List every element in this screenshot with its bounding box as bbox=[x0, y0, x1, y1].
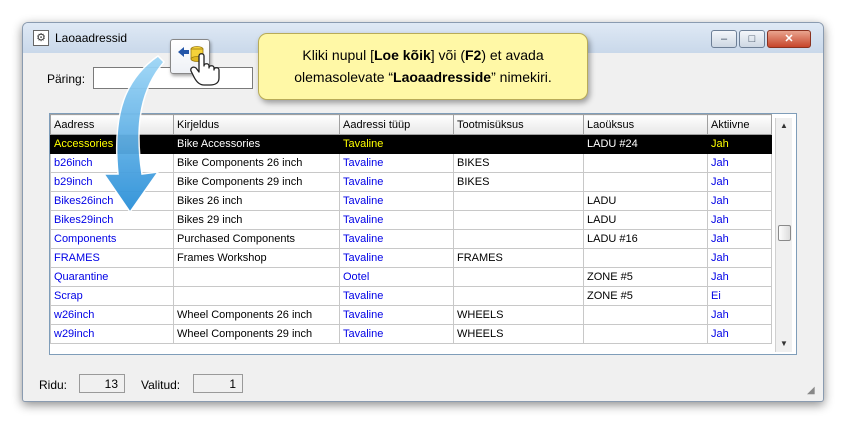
cell-production-unit[interactable] bbox=[454, 230, 584, 249]
cell-description[interactable]: Wheel Components 29 inch bbox=[174, 325, 340, 344]
cell-address[interactable]: Quarantine bbox=[51, 268, 174, 287]
scroll-up-icon[interactable]: ▲ bbox=[780, 121, 788, 130]
cell-production-unit[interactable] bbox=[454, 211, 584, 230]
cell-description[interactable] bbox=[174, 268, 340, 287]
callout-line-2 bbox=[259, 66, 587, 88]
cell-description[interactable] bbox=[174, 287, 340, 306]
column-header-description[interactable]: Kirjeldus bbox=[174, 115, 340, 135]
cell-active[interactable]: Jah bbox=[708, 325, 772, 344]
rows-label: Ridu: bbox=[39, 378, 68, 392]
cell-production-unit[interactable] bbox=[454, 135, 584, 154]
cell-description[interactable]: Wheel Components 26 inch bbox=[174, 306, 340, 325]
table-row[interactable] bbox=[51, 287, 772, 306]
cell-active[interactable]: Jah bbox=[708, 230, 772, 249]
cell-address[interactable]: b26inch bbox=[51, 154, 174, 173]
maximize-button[interactable]: □ bbox=[739, 30, 765, 48]
cell-address-type[interactable]: Tavaline bbox=[340, 306, 454, 325]
close-button[interactable]: ✕ bbox=[767, 30, 811, 48]
cell-address[interactable]: Bikes26inch bbox=[51, 192, 174, 211]
minimize-button[interactable]: – bbox=[711, 30, 737, 48]
table-row[interactable] bbox=[51, 325, 772, 344]
cell-address-type[interactable]: Tavaline bbox=[340, 154, 454, 173]
cell-production-unit[interactable]: WHEELS bbox=[454, 306, 584, 325]
cell-production-unit[interactable] bbox=[454, 268, 584, 287]
callout-text-3: ) et avada bbox=[481, 47, 544, 63]
load-all-button[interactable] bbox=[170, 39, 210, 74]
callout-bold-f2: F2 bbox=[465, 47, 482, 63]
cell-production-unit[interactable]: BIKES bbox=[454, 154, 584, 173]
cell-warehouse-unit[interactable]: LADU #24 bbox=[584, 135, 708, 154]
cell-warehouse-unit[interactable] bbox=[584, 154, 708, 173]
cell-description[interactable]: Frames Workshop bbox=[174, 249, 340, 268]
callout-text-1: Kliki nupul [ bbox=[302, 47, 374, 63]
cell-production-unit[interactable] bbox=[454, 192, 584, 211]
table-row[interactable] bbox=[51, 306, 772, 325]
cell-production-unit[interactable]: FRAMES bbox=[454, 249, 584, 268]
cell-address[interactable]: Bikes29inch bbox=[51, 211, 174, 230]
cell-address-type[interactable]: Tavaline bbox=[340, 211, 454, 230]
callout-arrow-icon bbox=[88, 52, 168, 222]
table-row[interactable] bbox=[51, 230, 772, 249]
vertical-scrollbar[interactable] bbox=[775, 118, 792, 352]
resize-grip-icon[interactable]: ◢ bbox=[807, 385, 815, 396]
callout-text-4: olemasolevate “ bbox=[294, 69, 394, 85]
cell-warehouse-unit[interactable]: ZONE #5 bbox=[584, 287, 708, 306]
window-title: Laoaadressid bbox=[55, 31, 128, 45]
callout-line-1 bbox=[259, 44, 587, 66]
cell-address[interactable]: b29inch bbox=[51, 173, 174, 192]
query-label: Päring: bbox=[47, 72, 86, 86]
cell-address-type[interactable]: Tavaline bbox=[340, 325, 454, 344]
cell-active[interactable]: Jah bbox=[708, 173, 772, 192]
cell-active[interactable]: Jah bbox=[708, 268, 772, 287]
cell-active[interactable]: Jah bbox=[708, 249, 772, 268]
selected-label: Valitud: bbox=[141, 378, 181, 392]
hint-callout bbox=[258, 33, 588, 100]
cell-address[interactable]: w26inch bbox=[51, 306, 174, 325]
cell-address-type[interactable]: Tavaline bbox=[340, 173, 454, 192]
cell-description[interactable]: Bike Components 26 inch bbox=[174, 154, 340, 173]
cell-address-type[interactable]: Tavaline bbox=[340, 230, 454, 249]
column-header-active[interactable]: Aktiivne bbox=[708, 115, 772, 135]
cell-warehouse-unit[interactable]: LADU bbox=[584, 211, 708, 230]
cell-description[interactable]: Bike Accessories bbox=[174, 135, 340, 154]
callout-text-2: ] või ( bbox=[430, 47, 465, 63]
cell-address-type[interactable]: Tavaline bbox=[340, 287, 454, 306]
table-row[interactable] bbox=[51, 249, 772, 268]
scroll-down-icon[interactable]: ▼ bbox=[780, 339, 788, 348]
cell-description[interactable]: Purchased Components bbox=[174, 230, 340, 249]
cell-active[interactable]: Jah bbox=[708, 154, 772, 173]
cell-address[interactable]: w29inch bbox=[51, 325, 174, 344]
cell-production-unit[interactable] bbox=[454, 287, 584, 306]
cell-warehouse-unit[interactable] bbox=[584, 325, 708, 344]
cell-address-type[interactable]: Tavaline bbox=[340, 135, 454, 154]
app-icon: ⚙ bbox=[33, 30, 49, 46]
callout-bold-load-all: Loe kõik bbox=[373, 47, 431, 63]
cell-address-type[interactable]: Tavaline bbox=[340, 249, 454, 268]
rows-count: 13 bbox=[79, 374, 125, 393]
cell-active[interactable]: Jah bbox=[708, 211, 772, 230]
column-header-address-type[interactable]: Aadressi tüüp bbox=[340, 115, 454, 135]
column-header-warehouse-unit[interactable]: Laoüksus bbox=[584, 115, 708, 135]
cell-warehouse-unit[interactable]: LADU bbox=[584, 192, 708, 211]
cell-warehouse-unit[interactable] bbox=[584, 249, 708, 268]
cell-production-unit[interactable]: WHEELS bbox=[454, 325, 584, 344]
cell-active[interactable]: Jah bbox=[708, 135, 772, 154]
cell-active[interactable]: Ei bbox=[708, 287, 772, 306]
pointer-hand-icon bbox=[189, 52, 225, 86]
scroll-thumb[interactable] bbox=[778, 225, 791, 241]
column-header-production-unit[interactable]: Tootmisüksus bbox=[454, 115, 584, 135]
cell-address-type[interactable]: Tavaline bbox=[340, 192, 454, 211]
cell-warehouse-unit[interactable] bbox=[584, 173, 708, 192]
selected-count: 1 bbox=[193, 374, 243, 393]
cell-address[interactable]: Accessories bbox=[51, 135, 174, 154]
cell-address[interactable]: Components bbox=[51, 230, 174, 249]
callout-bold-locations: Laoaadresside bbox=[393, 69, 492, 85]
cell-description[interactable]: Bike Components 29 inch bbox=[174, 173, 340, 192]
cell-address-type[interactable]: Ootel bbox=[340, 268, 454, 287]
cell-address[interactable]: FRAMES bbox=[51, 249, 174, 268]
cell-active[interactable]: Jah bbox=[708, 306, 772, 325]
cell-warehouse-unit[interactable]: ZONE #5 bbox=[584, 268, 708, 287]
cell-description[interactable]: Bikes 29 inch bbox=[174, 211, 340, 230]
cell-warehouse-unit[interactable] bbox=[584, 306, 708, 325]
cell-warehouse-unit[interactable]: LADU #16 bbox=[584, 230, 708, 249]
cell-production-unit[interactable]: BIKES bbox=[454, 173, 584, 192]
cell-description[interactable]: Bikes 26 inch bbox=[174, 192, 340, 211]
column-header-address[interactable]: Aadress bbox=[51, 115, 174, 135]
cell-address[interactable]: Scrap bbox=[51, 287, 174, 306]
callout-text-5: ” nimekiri. bbox=[491, 69, 552, 85]
table-row[interactable] bbox=[51, 268, 772, 287]
cell-active[interactable]: Jah bbox=[708, 192, 772, 211]
